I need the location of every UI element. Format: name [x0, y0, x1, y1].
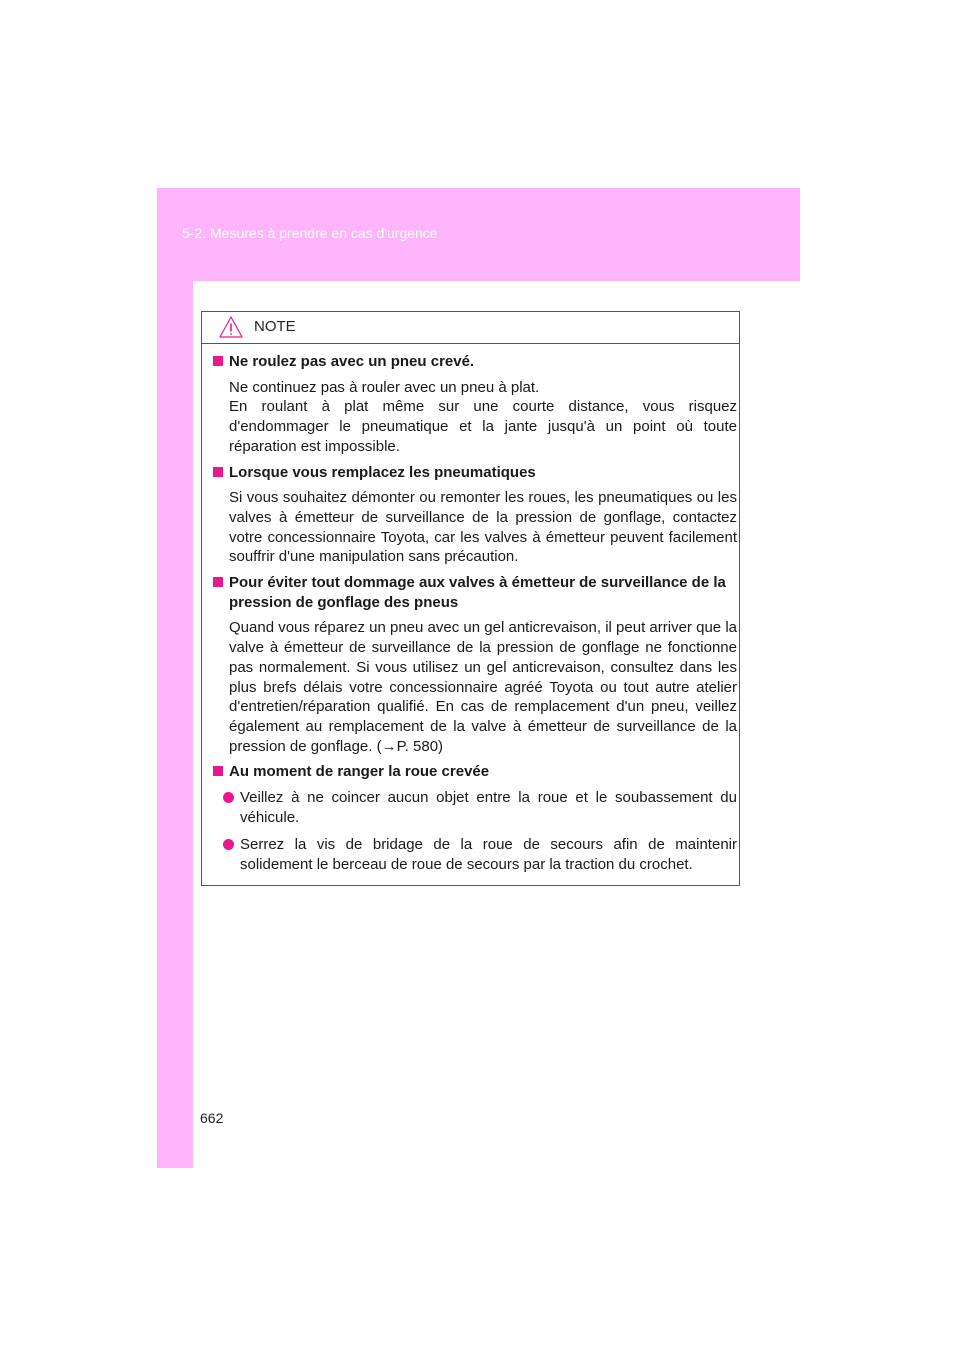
round-bullet-icon: [223, 792, 234, 803]
bullet-text: Serrez la vis de bridage de la roue de secours afin de maintenir solidement le berceau de roue de secours par la traction du crochet.: [240, 836, 737, 874]
note-header: [202, 312, 739, 344]
square-bullet-icon: [213, 577, 223, 587]
section-title: 5-2. Mesures à prendre en cas d'urgence: [182, 225, 438, 241]
item-heading: Ne roulez pas avec un pneu crevé.: [229, 353, 475, 370]
warning-triangle-icon: [219, 316, 243, 338]
note-item: [213, 352, 737, 457]
square-bullet-icon: [213, 766, 223, 776]
bullet-text: Veillez à ne coincer aucun objet entre la roue et le soubassement du véhicule.: [240, 789, 737, 826]
list-item: [213, 835, 737, 874]
note-item: [213, 573, 737, 756]
item-heading: Au moment de ranger la roue crevée: [229, 763, 490, 781]
square-bullet-icon: [213, 356, 223, 366]
note-box: [201, 311, 740, 886]
note-title: NOTE: [254, 318, 296, 335]
note-item: [213, 463, 737, 568]
item-paragraph: Quand vous réparez un pneu avec un gel anticrevaison, il peut arriver que la valve à émetteur de surveillance de la pression de gonflage ne fonctionne pas normalement. Si vous utilisez un gel anticrevaison, consultez dans les plus brefs délais votre concessionnaire agréé Toyota ou tout autre atelier d'entretien/réparation qualifié. En cas de remplacement d'un pneu, veillez également au remplacement de la valve à émetteur de surveillance de la pression de gonflage. (→P. 580): [229, 619, 737, 755]
item-heading: Lorsque vous remplacez les pneumatiques: [229, 463, 536, 481]
round-bullet-icon: [223, 839, 234, 850]
page-number: 662: [200, 1110, 224, 1126]
note-item: [213, 762, 737, 875]
item-heading: Pour éviter tout dommage aux valves à émetteur de surveillance de la pression de gonflage des pneus: [229, 574, 726, 611]
list-item: [213, 788, 737, 827]
note-body: [213, 352, 737, 883]
square-bullet-icon: [213, 467, 223, 477]
margin-strip: [157, 281, 193, 1168]
item-paragraph: En roulant à plat même sur une courte distance, vous risquez d'endommager le pneumatique et la jante jusqu'à un point où toute réparation est impossible.: [229, 398, 737, 455]
item-paragraph: Si vous souhaitez démonter ou remonter les roues, les pneumatiques ou les valves à émetteur de surveillance de la pression de gonflage, contactez votre concessionnaire Toyota, car les valves à émetteur peuvent facilement souffrir d'une manipulation sans précaution.: [229, 489, 737, 566]
item-paragraph: Ne continuez pas à rouler avec un pneu à plat.: [229, 378, 540, 396]
